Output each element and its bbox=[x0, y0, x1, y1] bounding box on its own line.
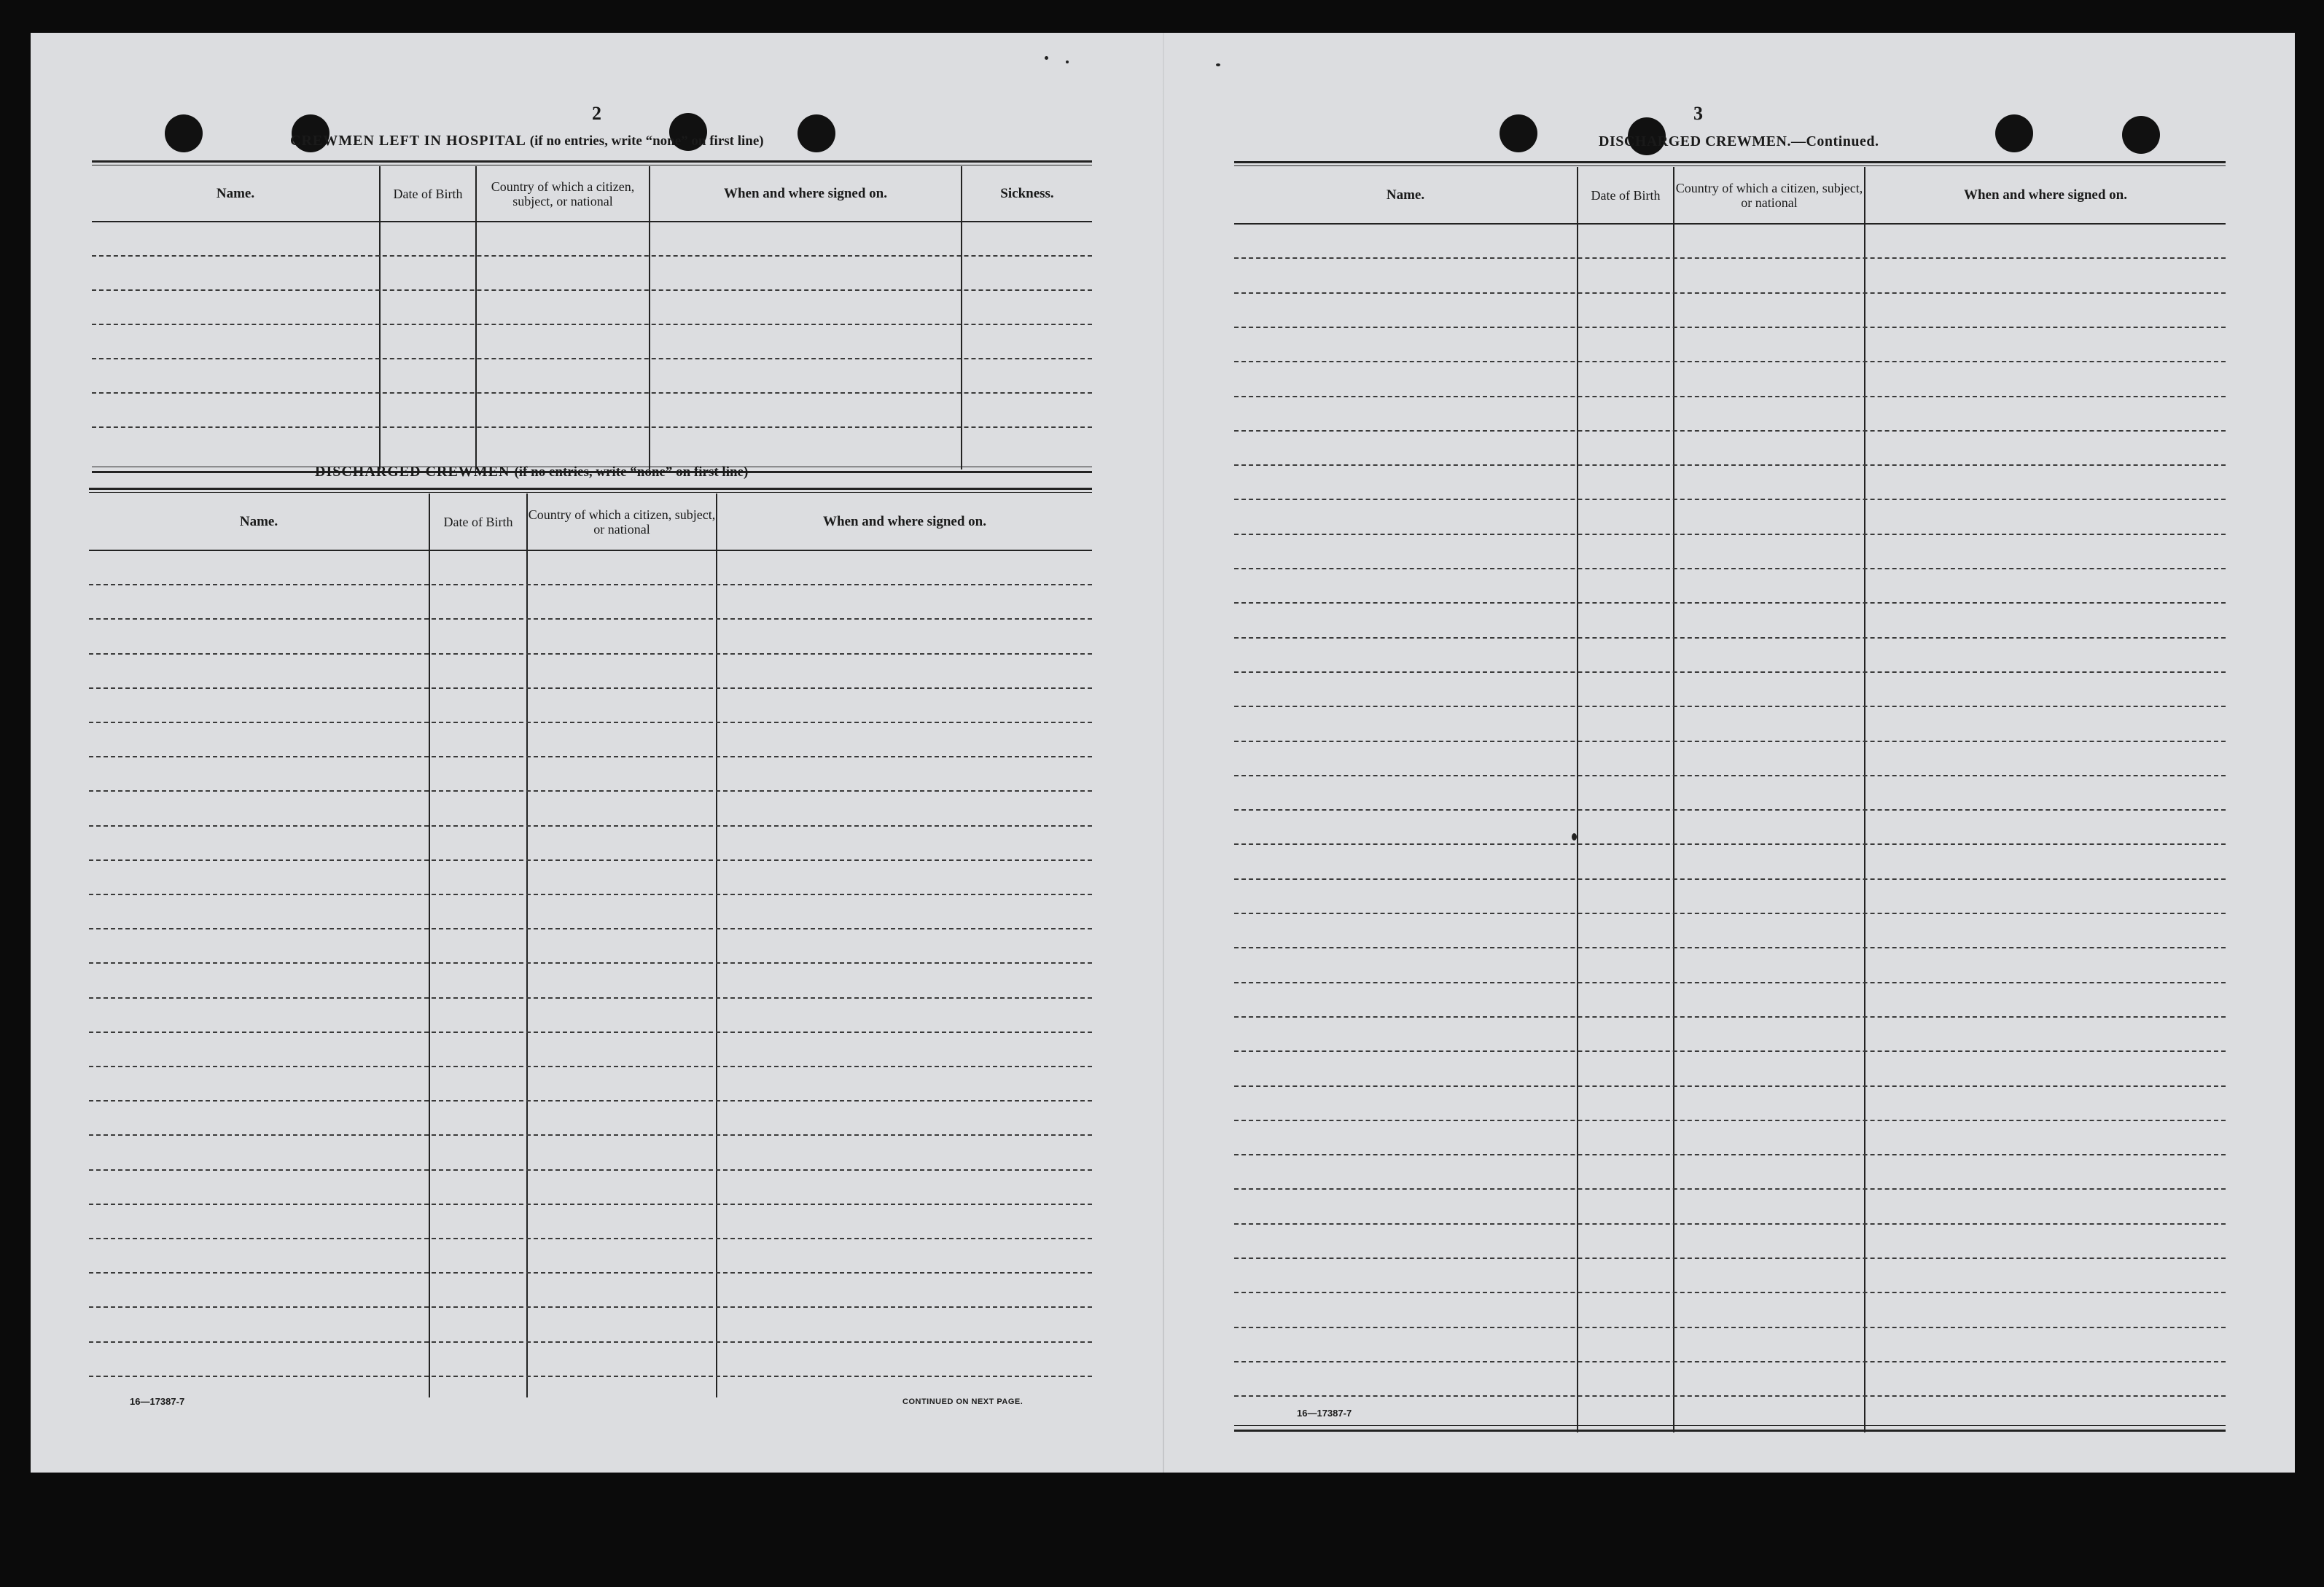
blank-entry-line bbox=[1234, 1361, 2226, 1362]
blank-entry-line bbox=[92, 324, 1092, 325]
col-header-date-of-birth: Date of Birth bbox=[443, 514, 513, 529]
blank-entry-line bbox=[1234, 947, 2226, 948]
col-header-sickness: Sickness. bbox=[1000, 185, 1054, 201]
blank-entry-line bbox=[89, 687, 1092, 689]
blank-entry-line bbox=[92, 392, 1092, 394]
blank-entry-line bbox=[89, 962, 1092, 964]
blank-entry-line bbox=[89, 1238, 1092, 1239]
blank-entry-line bbox=[89, 825, 1092, 827]
blank-entry-line bbox=[1234, 1085, 2226, 1087]
discharged-title-text: DISCHARGED CREWMEN bbox=[315, 464, 510, 480]
blank-entry-line bbox=[92, 255, 1092, 257]
punch-hole bbox=[1995, 114, 2033, 152]
punch-hole bbox=[1500, 114, 1537, 152]
discharged-continued-table bbox=[1234, 161, 2226, 1437]
blank-entry-line bbox=[89, 1341, 1092, 1343]
page-number: 3 bbox=[1693, 103, 1703, 124]
blank-entry-line bbox=[1234, 775, 2226, 776]
blank-entry-line bbox=[1234, 1050, 2226, 1052]
blank-entry-line bbox=[1234, 568, 2226, 569]
blank-entry-line bbox=[1234, 327, 2226, 328]
right-page bbox=[1163, 33, 2295, 1473]
blank-entry-line bbox=[89, 790, 1092, 792]
blank-entry-line bbox=[1234, 809, 2226, 811]
blank-entry-line bbox=[1234, 1327, 2226, 1328]
blank-entry-line bbox=[1234, 671, 2226, 673]
blank-entry-line bbox=[1234, 534, 2226, 535]
blank-entry-line bbox=[1234, 396, 2226, 397]
form-number: 16—17387-7 bbox=[1297, 1408, 1352, 1419]
blank-entry-line bbox=[1234, 292, 2226, 294]
col-header-country: Country of which a citizen, subject, or national bbox=[491, 179, 635, 208]
col-header-date-of-birth: Date of Birth bbox=[1591, 187, 1661, 203]
blank-entry-line bbox=[89, 653, 1092, 655]
speck bbox=[1066, 61, 1069, 63]
blank-entry-line bbox=[92, 289, 1092, 291]
discharged-continued-title: DISCHARGED CREWMEN.—Continued. bbox=[1599, 133, 1879, 149]
blank-entry-line bbox=[92, 426, 1092, 428]
blank-entry-line bbox=[1234, 1257, 2226, 1259]
blank-entry-line bbox=[1234, 361, 2226, 362]
blank-entry-line bbox=[1234, 1395, 2226, 1397]
col-header-country: Country of which a citizen, subject, or national bbox=[528, 507, 716, 537]
blank-entry-line bbox=[1234, 1016, 2226, 1018]
blank-entry-line bbox=[89, 1272, 1092, 1274]
blank-entry-line bbox=[1234, 1223, 2226, 1225]
discharged-section-title bbox=[315, 464, 748, 480]
blank-entry-line bbox=[89, 618, 1092, 620]
blank-entry-line bbox=[89, 1066, 1092, 1067]
blank-entry-line bbox=[1234, 1292, 2226, 1293]
blank-entry-line bbox=[89, 928, 1092, 929]
left-page bbox=[31, 33, 1163, 1473]
hospital-table bbox=[92, 160, 1092, 475]
blank-entry-line bbox=[1234, 499, 2226, 500]
blank-entry-line bbox=[89, 1134, 1092, 1136]
col-header-name: Name. bbox=[239, 513, 278, 529]
continued-note: CONTINUED ON NEXT PAGE. bbox=[902, 1397, 1023, 1406]
blank-entry-line bbox=[89, 722, 1092, 723]
col-header-name: Name. bbox=[216, 185, 255, 201]
hospital-section-title bbox=[290, 133, 764, 149]
speck bbox=[1572, 833, 1577, 841]
blank-entry-line bbox=[89, 584, 1092, 585]
col-header-signed-on: When and where signed on. bbox=[822, 513, 986, 529]
blank-entry-line bbox=[1234, 741, 2226, 742]
blank-entry-line bbox=[1234, 878, 2226, 880]
discharged-title-note: (if no entries, write “none” on first line) bbox=[514, 464, 749, 480]
punch-hole bbox=[165, 114, 203, 152]
document-sheet bbox=[31, 33, 2295, 1473]
col-header-date-of-birth: Date of Birth bbox=[393, 186, 463, 201]
blank-entry-line bbox=[1234, 637, 2226, 639]
blank-entry-line bbox=[92, 358, 1092, 359]
col-header-signed-on: When and where signed on. bbox=[723, 185, 887, 201]
speck bbox=[1216, 63, 1220, 66]
blank-entry-line bbox=[89, 1376, 1092, 1377]
blank-entry-line bbox=[1234, 257, 2226, 259]
blank-entry-line bbox=[1234, 706, 2226, 707]
blank-entry-line bbox=[1234, 602, 2226, 604]
blank-entry-line bbox=[89, 756, 1092, 757]
blank-entry-line bbox=[89, 894, 1092, 895]
blank-entry-line bbox=[1234, 982, 2226, 983]
blank-entry-line bbox=[1234, 430, 2226, 432]
speck bbox=[1045, 56, 1048, 60]
blank-entry-line bbox=[89, 1169, 1092, 1171]
blank-entry-line bbox=[1234, 843, 2226, 845]
blank-entry-line bbox=[89, 1100, 1092, 1101]
blank-entry-line bbox=[89, 859, 1092, 861]
form-number: 16—17387-7 bbox=[130, 1396, 185, 1407]
col-header-name: Name. bbox=[1386, 187, 1425, 203]
punch-hole bbox=[798, 114, 835, 152]
blank-entry-line bbox=[1234, 1154, 2226, 1155]
blank-entry-line bbox=[1234, 1120, 2226, 1121]
col-header-signed-on: When and where signed on. bbox=[1963, 187, 2127, 203]
blank-entry-line bbox=[1234, 1188, 2226, 1190]
blank-entry-line bbox=[89, 1204, 1092, 1205]
hospital-title-text: CREWMEN LEFT IN HOSPITAL bbox=[290, 133, 526, 149]
blank-entry-line bbox=[1234, 913, 2226, 914]
discharged-table bbox=[89, 488, 1092, 1428]
page-number: 2 bbox=[592, 103, 601, 124]
blank-entry-line bbox=[1234, 464, 2226, 466]
blank-entry-line bbox=[89, 1032, 1092, 1033]
punch-hole bbox=[2122, 116, 2160, 154]
hospital-title-note: (if no entries, write “none” on first line) bbox=[529, 133, 764, 149]
col-header-country: Country of which a citizen, subject, or national bbox=[1675, 180, 1863, 210]
blank-entry-line bbox=[89, 1306, 1092, 1308]
blank-entry-line bbox=[89, 997, 1092, 999]
